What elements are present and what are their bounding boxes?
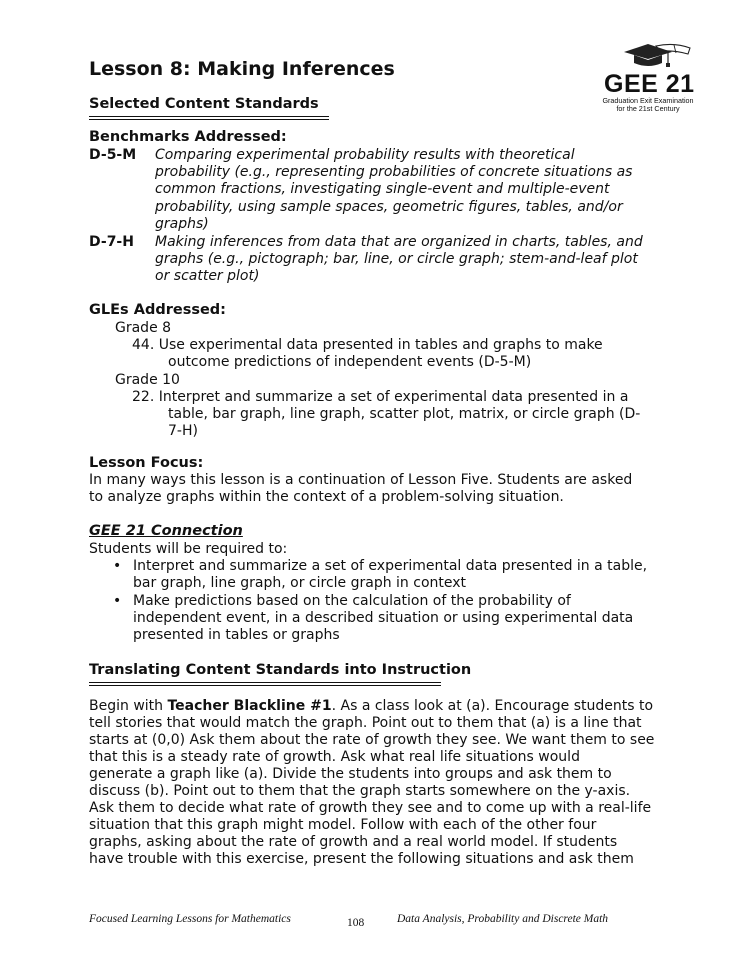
paragraph-line: graphs, asking about the rate of growth and a real world model. If students xyxy=(89,834,618,850)
benchmark-line: Making inferences from data that are organized in charts, tables, and xyxy=(155,234,643,250)
logo-subtitle-line2: for the 21st Century xyxy=(616,104,680,114)
bullet-line: Interpret and summarize a set of experimental data presented in a table, xyxy=(133,558,648,574)
paragraph-line: that this is a steady rate of growth. Ask what real life situations would xyxy=(89,749,580,765)
paragraph-first-line xyxy=(89,698,653,715)
footer-left: Focused Learning Lessons for Mathematics xyxy=(89,913,291,925)
bullet-icon: • xyxy=(113,593,122,609)
bullet-icon: • xyxy=(113,558,122,574)
paragraph-line: starts at (0,0) Ask them about the rate of growth they see. We want them to see xyxy=(89,732,655,748)
paragraph-line: tell stories that would match the graph. Point out to them that (a) is a line that xyxy=(89,715,642,731)
lesson-title: Lesson 8: Making Inferences xyxy=(89,58,395,80)
benchmark-line: Comparing experimental probability results with theoretical xyxy=(155,147,575,163)
graduation-cap-icon xyxy=(596,42,692,72)
benchmark-line: common fractions, investigating single-event and multiple-event xyxy=(155,181,610,198)
gle-line: outcome predictions of independent events (D-5-M) xyxy=(168,354,532,370)
bullet-line: presented in tables or graphs xyxy=(133,627,340,643)
focus-line: In many ways this lesson is a continuation of Lesson Five. Students are asked xyxy=(89,472,633,488)
benchmarks-heading: Benchmarks Addressed: xyxy=(89,129,287,145)
page-number: 108 xyxy=(347,917,365,929)
benchmark-code: D-5-M xyxy=(89,147,137,163)
section-heading-standards: Selected Content Standards xyxy=(89,96,319,112)
benchmark-code: D-7-H xyxy=(89,234,134,250)
blackline-reference: Teacher Blackline #1 xyxy=(167,698,332,714)
benchmark-line: or scatter plot) xyxy=(155,268,260,285)
grade-label: Grade 8 xyxy=(115,320,172,336)
benchmark-line: graphs) xyxy=(155,215,209,232)
logo-subtitle-line1: Graduation Exit Examination xyxy=(602,96,694,105)
paragraph-line: Ask them to decide what rate of growth they see and to come up with a real-life xyxy=(89,800,652,816)
logo-subtitle xyxy=(596,97,700,114)
footer-right: Data Analysis, Probability and Discrete Math xyxy=(397,913,609,925)
benchmark-text xyxy=(155,147,675,233)
paragraph-line: generate a graph like (a). Divide the students into groups and ask them to xyxy=(89,766,612,782)
text-span: . As a class look at (a). Encourage students to xyxy=(331,698,654,714)
focus-line: to analyze graphs within the context of a problem-solving situation. xyxy=(89,489,564,505)
benchmark-line: probability, using sample spaces, geometric figures, tables, and/or xyxy=(155,198,623,215)
gle-line: 44. Use experimental data presented in tables and graphs to make xyxy=(132,337,603,353)
divider xyxy=(89,119,329,120)
grade-label: Grade 10 xyxy=(115,372,180,388)
translating-heading: Translating Content Standards into Instruction xyxy=(89,662,472,678)
bullet-line: bar graph, line graph, or circle graph in context xyxy=(133,575,467,591)
connection-heading: GEE 21 Connection xyxy=(89,523,243,539)
paragraph-line: have trouble with this exercise, present the following situations and ask them xyxy=(89,851,634,867)
text-span: Begin with xyxy=(89,698,168,714)
gle-line: 7-H) xyxy=(168,423,198,439)
gles-heading: GLEs Addressed: xyxy=(89,302,226,318)
gle-line: 22. Interpret and summarize a set of experimental data presented in a xyxy=(132,389,629,405)
paragraph-line: situation that this graph might model. Follow with each of the other four xyxy=(89,817,597,833)
gle-line: table, bar graph, line graph, scatter plot, matrix, or circle graph (D- xyxy=(168,406,641,422)
connection-intro: Students will be required to: xyxy=(89,541,288,557)
divider xyxy=(89,116,329,117)
bullet-line: Make predictions based on the calculation of the probability of xyxy=(133,593,571,609)
benchmark-text xyxy=(155,234,675,286)
benchmark-line: graphs (e.g., pictograph; bar, line, or circle graph; stem-and-leaf plot xyxy=(155,251,638,268)
bullet-line: independent event, in a described situation or using experimental data xyxy=(133,610,634,626)
divider xyxy=(89,682,441,683)
benchmark-line: probability (e.g., representing probabilities of concrete situations as xyxy=(155,164,633,181)
divider xyxy=(89,685,441,686)
lesson-focus-heading: Lesson Focus: xyxy=(89,455,204,471)
logo-title: GEE 21 xyxy=(604,70,695,98)
paragraph-line: discuss (b). Point out to them that the graph starts somewhere on the y-axis. xyxy=(89,783,631,799)
